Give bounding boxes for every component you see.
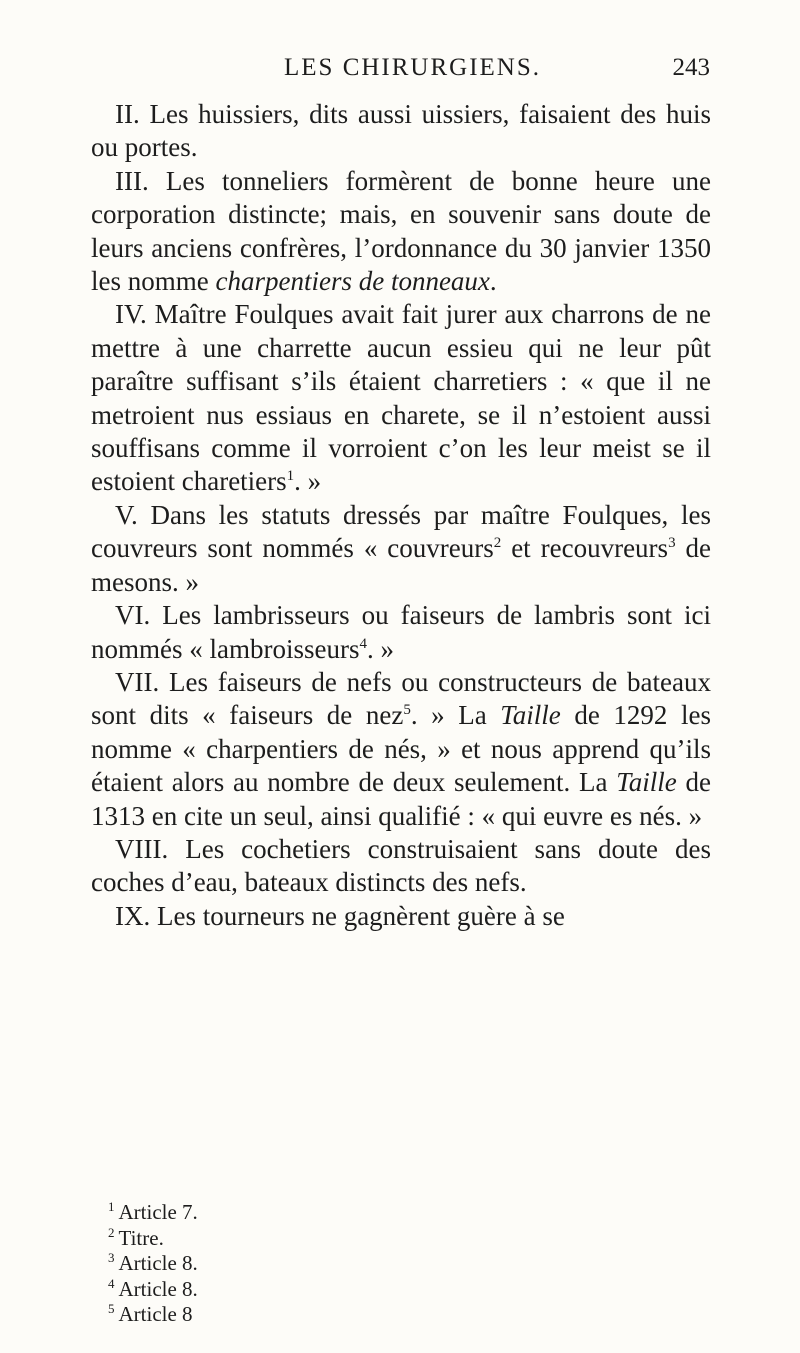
italic-term: Taille <box>500 700 561 731</box>
paragraph-iii <box>91 165 711 299</box>
footnote-ref: 1 <box>286 468 295 485</box>
footnote-text: Article 8 <box>118 1302 193 1327</box>
paragraph-vi <box>91 599 711 666</box>
footnote-mark: 3 <box>108 1250 115 1266</box>
paragraph-text: . » La <box>410 700 501 731</box>
footnote <box>108 1277 508 1303</box>
paragraph-number: VIII. <box>115 833 169 864</box>
footnote-mark: 2 <box>108 1224 115 1240</box>
italic-term: Taille <box>616 767 677 798</box>
paragraph-number: III. <box>115 165 149 196</box>
footnote <box>108 1226 508 1252</box>
footnote-text: Article 8. <box>118 1251 198 1276</box>
footnote-ref: 4 <box>359 635 367 652</box>
footnote-ref: 2 <box>493 535 502 552</box>
paragraph-v <box>91 499 711 599</box>
paragraph-ii <box>91 98 711 165</box>
paragraph-number: IV. <box>115 299 147 330</box>
paragraph-vii <box>91 666 711 833</box>
footnotes <box>108 1200 508 1328</box>
paragraph-number: VI. <box>115 600 151 631</box>
paragraph-text: de mesons. » <box>91 533 711 597</box>
running-title: LES CHIRURGIENS. <box>284 54 542 81</box>
footnote-text: Titre. <box>118 1225 164 1250</box>
paragraph-viii <box>91 833 711 900</box>
footnote <box>108 1302 508 1328</box>
paragraph-text: Dans les statuts dressés par maître Foulques, les couvreurs sont nommés « couvreurs <box>91 499 711 564</box>
paragraph-ix <box>91 900 711 933</box>
footnote-ref: 3 <box>668 535 676 552</box>
paragraph-number: II. <box>115 99 140 129</box>
paragraph-text: . » <box>366 633 394 664</box>
page-number: 243 <box>672 54 710 81</box>
running-header <box>270 54 710 88</box>
footnote-ref: 5 <box>403 702 411 719</box>
paragraph-number: IX. <box>115 900 151 931</box>
paragraph-text: Les huissiers, dits aussi uissiers, faisaient des huis ou portes. <box>91 99 711 163</box>
paragraph-text: Les tonneliers formèrent de bonne heure une corporation distincte; mais, en souvenir sans doute de leurs anciens confrères, l’ordonnance du 30 janvier 1350 les nomme <box>91 165 711 297</box>
footnote-mark: 1 <box>108 1199 115 1214</box>
paragraph-text: Les cochetiers construisaient sans doute des coches d’eau, bateaux distincts des nefs. <box>91 833 711 898</box>
paragraph-text: . » <box>294 466 322 497</box>
footnote-text: Article 7. <box>118 1200 198 1224</box>
paragraph-text: Les faiseurs de nefs ou constructeurs de bateaux sont dits « faiseurs de nez <box>91 666 711 731</box>
italic-term: charpentiers de tonneaux <box>215 266 490 297</box>
paragraph-iv <box>91 298 711 498</box>
footnote-mark: 5 <box>108 1301 115 1317</box>
body-text <box>91 98 711 933</box>
paragraph-number: V. <box>115 499 138 530</box>
footnote-mark: 4 <box>108 1275 115 1291</box>
paragraph-text: de 1313 en cite un seul, ainsi qualifié : « qui euvre es nés. » <box>91 767 712 831</box>
paragraph-text: de 1292 les nomme « charpentiers de nés, » et nous apprend qu’ils étaient alors au nombre de deux seulement. La <box>91 700 711 798</box>
paragraph-text: Les tourneurs ne gagnèrent guère à se <box>150 900 565 931</box>
paragraph-text: et recouvreurs <box>501 533 669 564</box>
footnote <box>108 1200 508 1226</box>
paragraph-text: . <box>489 266 497 297</box>
paragraph-text: Maître Foulques avait fait jurer aux charrons de ne mettre à une charrette aucun essieu qui ne leur pût paraître suffisant s’ils étaient charretiers : « que il ne metroient nus essiaus en charete, se il n’estoient aussi souffisans comme il vorroient c’on les leur meist se il estoient charetiers <box>91 299 711 497</box>
paragraph-text: Les lambrisseurs ou faiseurs de lambris sont ici nommés « lambroisseurs <box>91 600 711 664</box>
paragraph-number: VII. <box>115 666 160 697</box>
footnote <box>108 1251 508 1277</box>
footnote-text: Article 8. <box>118 1276 198 1301</box>
